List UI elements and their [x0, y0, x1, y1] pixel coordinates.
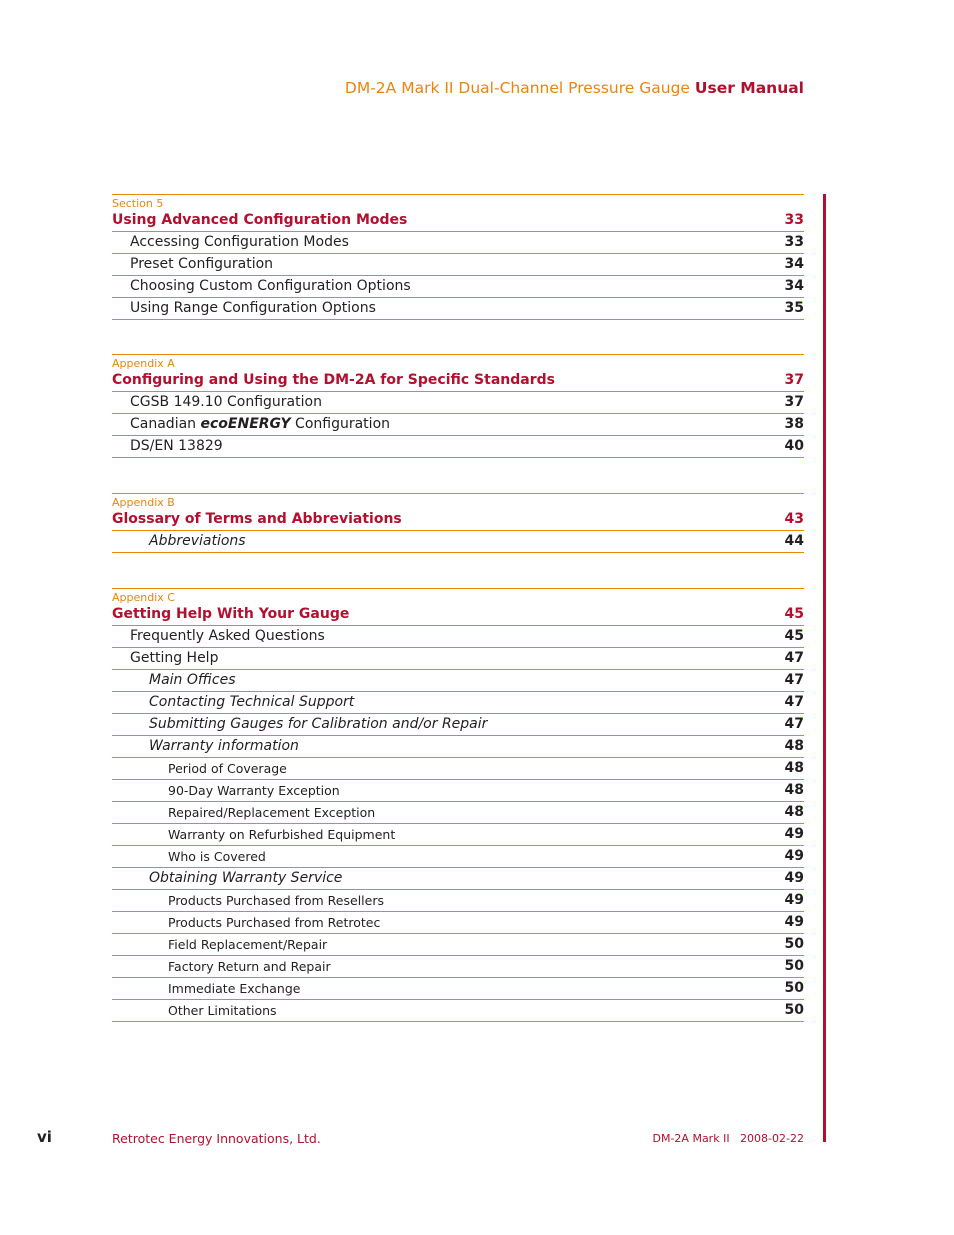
toc-page-number: 50	[784, 958, 804, 974]
toc-entry[interactable]	[112, 298, 804, 320]
toc-page-number: 33	[784, 212, 804, 228]
text-post: Configuration	[290, 416, 391, 432]
toc-entry[interactable]	[112, 626, 804, 648]
toc-entry-text: Accessing Configuration Modes	[130, 234, 349, 250]
toc-section-5	[112, 194, 804, 320]
toc-section-title[interactable]	[112, 510, 804, 531]
toc-page-number: 47	[784, 716, 804, 732]
toc-entry[interactable]	[112, 436, 804, 458]
toc-page-number: 43	[784, 511, 804, 527]
toc-entry[interactable]	[112, 890, 804, 912]
toc-entry[interactable]	[112, 868, 804, 890]
toc-page-number: 47	[784, 694, 804, 710]
toc-entry[interactable]	[112, 846, 804, 868]
toc-entry-text: Products Purchased from Retrotec	[168, 915, 381, 930]
toc-entry[interactable]	[112, 912, 804, 934]
page-number: vi	[37, 1128, 52, 1146]
toc-entry-text: Obtaining Warranty Service	[149, 870, 343, 886]
toc-title-text: Getting Help With Your Gauge	[112, 606, 350, 622]
toc-page-number: 33	[784, 234, 804, 250]
footer-company: Retrotec Energy Innovations, Ltd.	[112, 1131, 321, 1146]
toc-entry[interactable]	[112, 1000, 804, 1022]
toc-entry[interactable]	[112, 978, 804, 1000]
toc-page-number: 34	[784, 256, 804, 272]
toc-appendix-b	[112, 493, 804, 553]
toc-section-title[interactable]	[112, 605, 804, 626]
toc-entry[interactable]	[112, 934, 804, 956]
footer-date: 2008-02-22	[740, 1132, 804, 1145]
toc-page-number: 35	[784, 300, 804, 316]
header-product: DM-2A Mark II Dual-Channel Pressure Gauge	[344, 79, 690, 97]
toc-page-number: 45	[784, 628, 804, 644]
toc-entry[interactable]	[112, 392, 804, 414]
toc-page-number: 37	[784, 394, 804, 410]
toc-entry-text: Preset Configuration	[130, 256, 274, 272]
running-header	[345, 79, 804, 97]
toc-page-number: 34	[784, 278, 804, 294]
toc-title-text: Using Advanced Configuration Modes	[112, 212, 408, 228]
toc-entry-text: Field Replacement/Repair	[168, 937, 328, 952]
toc-page-number: 45	[784, 606, 804, 622]
toc-title-text: Glossary of Terms and Abbreviations	[112, 511, 402, 527]
toc-page-number: 38	[784, 416, 804, 432]
margin-bar	[823, 194, 826, 1142]
section-label: Appendix B	[112, 496, 175, 509]
header-doc-title: User Manual	[694, 79, 804, 97]
toc-entry-text: Submitting Gauges for Calibration and/or Repair	[149, 716, 488, 732]
toc-entry-text: Frequently Asked Questions	[130, 628, 325, 644]
toc-entry-text: 90-Day Warranty Exception	[168, 783, 340, 798]
toc-entry[interactable]	[112, 758, 804, 780]
toc-page-number: 48	[784, 804, 804, 820]
toc-entry-text: Getting Help	[130, 650, 219, 666]
text-emphasis: ecoENERGY	[200, 416, 291, 432]
toc-entry[interactable]	[112, 780, 804, 802]
toc-entry[interactable]	[112, 254, 804, 276]
toc-appendix-a	[112, 354, 804, 458]
toc-entry-text: Factory Return and Repair	[168, 959, 331, 974]
toc-entry-text: DS/EN 13829	[130, 438, 223, 454]
toc-entry[interactable]	[112, 414, 804, 436]
toc-entry[interactable]	[112, 648, 804, 670]
toc-page-number: 49	[784, 914, 804, 930]
section-label: Section 5	[112, 197, 164, 210]
toc-entry-text: Who is Covered	[168, 849, 266, 864]
toc-entry-text: Abbreviations	[149, 533, 246, 549]
toc-entry[interactable]	[112, 824, 804, 846]
text-pre: Canadian	[130, 416, 201, 432]
toc-entry-text: Warranty on Refurbished Equipment	[168, 827, 396, 842]
toc-entry[interactable]	[112, 802, 804, 824]
toc-entry[interactable]	[112, 531, 804, 553]
toc-entry-text: Repaired/Replacement Exception	[168, 805, 376, 820]
toc-entry-text: Choosing Custom Configuration Options	[130, 278, 411, 294]
toc-page-number: 47	[784, 672, 804, 688]
toc-page-number: 49	[784, 870, 804, 886]
toc-title-text: Configuring and Using the DM-2A for Specific Standards	[112, 372, 555, 388]
toc-entry-text: Other Limitations	[168, 1003, 277, 1018]
toc-page-number: 37	[784, 372, 804, 388]
toc-page-number: 50	[784, 936, 804, 952]
toc-page-number: 48	[784, 738, 804, 754]
toc-page-number: 49	[784, 848, 804, 864]
toc-entry[interactable]	[112, 692, 804, 714]
toc-entry-text: Main Offices	[149, 672, 236, 688]
toc-entry[interactable]	[112, 670, 804, 692]
toc-page-number: 50	[784, 980, 804, 996]
toc-page-number: 47	[784, 650, 804, 666]
toc-entry-text: CGSB 149.10 Configuration	[130, 394, 322, 410]
toc-entry-text: Contacting Technical Support	[149, 694, 355, 710]
toc-entry-text	[130, 414, 390, 435]
toc-entry-text: Immediate Exchange	[168, 981, 301, 996]
toc-entry[interactable]	[112, 232, 804, 254]
toc-entry[interactable]	[112, 736, 804, 758]
toc-entry[interactable]	[112, 714, 804, 736]
toc-page-number: 49	[784, 892, 804, 908]
toc-entry[interactable]	[112, 956, 804, 978]
section-label: Appendix A	[112, 357, 175, 370]
toc-entry-text: Warranty information	[149, 738, 299, 754]
toc-entry[interactable]	[112, 276, 804, 298]
toc-page-number: 50	[784, 1002, 804, 1018]
toc-section-title[interactable]	[112, 211, 804, 232]
toc-entry-text: Period of Coverage	[168, 761, 287, 776]
toc-page-number: 49	[784, 826, 804, 842]
toc-page-number: 48	[784, 782, 804, 798]
toc-page-number: 40	[784, 438, 804, 454]
toc-page-number: 44	[784, 533, 804, 549]
footer-doc-info	[653, 1132, 805, 1145]
toc-appendix-c	[112, 588, 804, 1022]
toc-entry-text: Products Purchased from Resellers	[168, 893, 384, 908]
toc-section-title[interactable]	[112, 371, 804, 392]
toc-entry-text: Using Range Configuration Options	[130, 300, 376, 316]
toc-page-number: 48	[784, 760, 804, 776]
section-label: Appendix C	[112, 591, 175, 604]
footer-doc-id: DM-2A Mark II	[652, 1132, 730, 1145]
